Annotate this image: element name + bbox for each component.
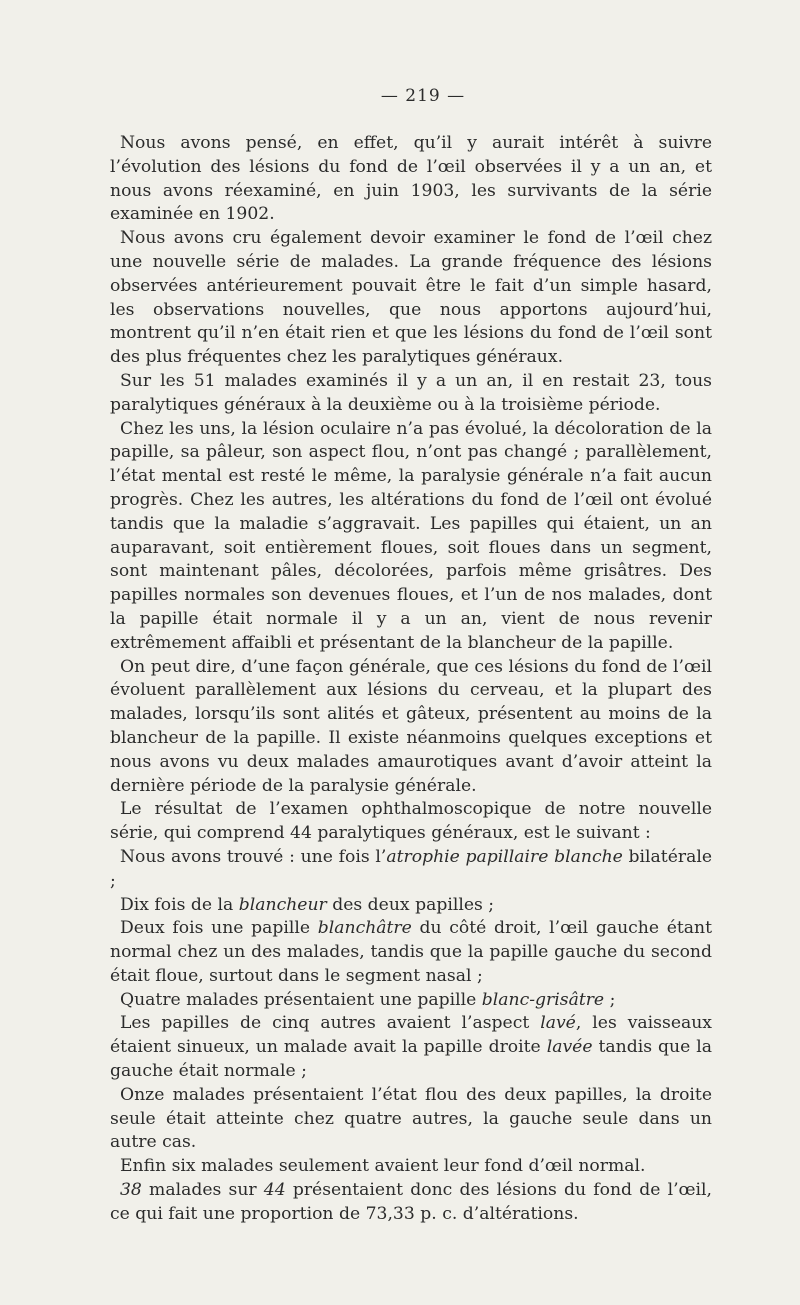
text-run: tandis que la gauche était normale ; xyxy=(110,1037,712,1082)
text-run: Quatre malades présentaient une papille xyxy=(120,989,482,1010)
paragraph xyxy=(110,418,712,656)
text-run: des deux papilles ; xyxy=(326,894,495,915)
paragraph xyxy=(110,846,712,894)
italic-text: blanc-grisâtre xyxy=(481,989,605,1010)
text-run: Nous avons pensé, en effet, qu’il y aurait intérêt à suivre l’évolution des lésions du fond de l’œil observées il y a un an, et nous avons réexaminé, en juin 1903, les survivants de la série examinée en 1902. xyxy=(110,133,712,225)
text-run: bilatérale ; xyxy=(110,846,712,891)
body-text xyxy=(110,132,712,1227)
paragraph xyxy=(110,1155,712,1179)
text-run: Onze malades présentaient l’état flou des deux papilles, la droite seule était atteinte chez quatre autres, la gauche seule dans un autre cas. xyxy=(110,1084,712,1153)
paragraph xyxy=(110,1084,712,1155)
text-run: Sur les 51 malades examinés il y a un an, il en restait 23, tous paralytiques généraux à la deuxième ou à la troisième période. xyxy=(110,370,712,415)
text-run: Nous avons cru également devoir examiner le fond de l’œil chez une nouvelle série de malades. La grande fréquence des lésions observées antérieurement pouvait être le fait d’un simple hasard, les observations nouvelles, que nous apportons aujourd’hui, montrent qu’il n’en était rien et que les lésions du fond de l’œil sont des plus fréquentes chez les paralytiques généraux. xyxy=(110,228,712,368)
paragraph xyxy=(110,1012,712,1083)
italic-text: blanchâtre xyxy=(317,918,412,939)
text-run: Le résultat de l’examen ophthalmoscopique de notre nouvelle série, qui comprend 44 paralytiques généraux, est le suivant : xyxy=(110,799,712,844)
paragraph xyxy=(110,798,712,846)
text-run: , les vaisseaux étaient sinueux, un malade avait la papille droite xyxy=(110,1013,712,1058)
paragraph xyxy=(110,1179,712,1227)
paragraph xyxy=(110,227,712,370)
text-run: On peut dire, d’une façon générale, que ces lésions du fond de l’œil évoluent parallèlement aux lésions du cerveau, et la plupart des malades, lorsqu’ils sont alités et gâteux, présentent au moins de la blancheur de la papille. Il existe néanmoins quelques exceptions et nous avons vu deux malades amaurotiques avant d’avoir atteint la dernière période de la paralysie générale. xyxy=(110,656,712,796)
text-run: Les papilles de cinq autres avaient l’aspect xyxy=(120,1013,541,1034)
text-run: du côté droit, l’œil gauche étant normal chez un des malades, tandis que la papille gauche du second était floue, surtout dans le segment nasal ; xyxy=(110,918,712,986)
text-run: présentaient donc des lésions du fond de l’œil, ce qui fait une proportion de 73,33 p. c. d’altérations. xyxy=(110,1180,712,1224)
page-number: — 219 — xyxy=(380,86,466,106)
paragraph xyxy=(110,656,712,799)
italic-text: 38 xyxy=(120,1180,142,1201)
text-run: malades sur xyxy=(141,1180,264,1201)
italic-text: lavée xyxy=(546,1037,593,1058)
paragraph xyxy=(110,132,712,227)
text-run: Dix fois de la xyxy=(120,894,239,915)
italic-text: atrophie papillaire blanche xyxy=(386,846,623,867)
italic-text: lavé xyxy=(540,1013,576,1034)
text-run: Enfin six malades seulement avaient leur fond d’œil normal. xyxy=(120,1156,646,1177)
paragraph xyxy=(110,989,712,1013)
paragraph xyxy=(110,370,712,418)
paragraph xyxy=(110,894,712,918)
italic-text: 44 xyxy=(263,1180,286,1201)
text-run: ; xyxy=(604,989,616,1010)
text-run: Nous avons trouvé : une fois l’ xyxy=(120,846,387,867)
text-run: Chez les uns, la lésion oculaire n’a pas évolué, la décoloration de la papille, sa pâleur, son aspect flou, n’ont pas changé ; parallèlement, l’état mental est resté le même, la paralysie générale n’a fait aucun progrès. Chez les autres, les altérations du fond de l’œil ont évolué tandis que la maladie s’aggravait. Les papilles qui étaient, un an auparavant, soit entièrement floues, soit floues dans un segment, sont maintenant pâles, décolorées, parfois même grisâtres. Des papilles normales son devenues floues, et l’un de nos malades, dont la papille était normale il y a un an, vient de nous revenir extrêmement affaibli et présentant de la blancheur de la papille. xyxy=(110,418,712,653)
italic-text: blancheur xyxy=(238,894,327,915)
paragraph xyxy=(110,917,712,988)
text-run: Deux fois une papille xyxy=(120,918,318,939)
